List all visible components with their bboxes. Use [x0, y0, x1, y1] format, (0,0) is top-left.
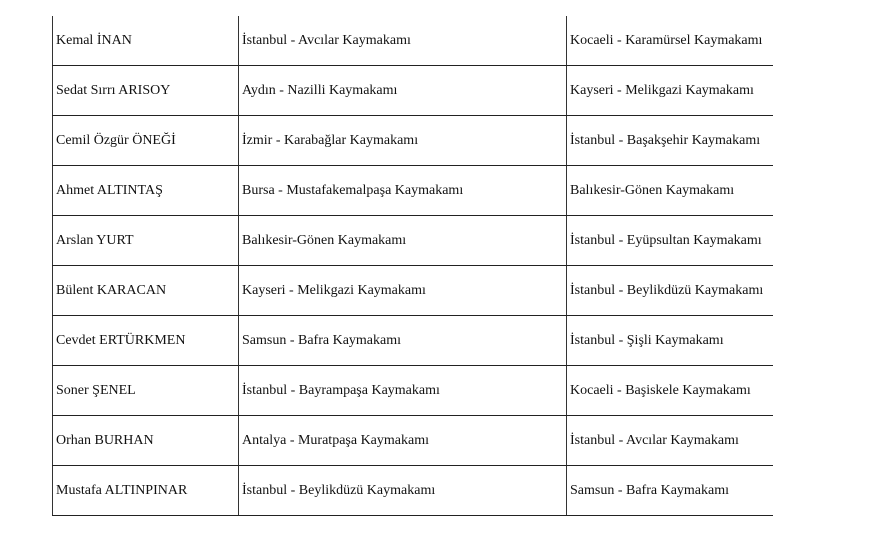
table-row — [53, 216, 773, 266]
name-cell: Cemil Özgür ÖNEĞİ — [53, 116, 239, 166]
name-cell: Ahmet ALTINTAŞ — [53, 166, 239, 216]
name-cell: Bülent KARACAN — [53, 266, 239, 316]
table-row — [53, 466, 773, 516]
name-cell: Sedat Sırrı ARISOY — [53, 66, 239, 116]
current-post-cell: Samsun - Bafra Kaymakamı — [239, 316, 567, 366]
table-row — [53, 266, 773, 316]
current-post-cell: İzmir - Karabağlar Kaymakamı — [239, 116, 567, 166]
new-post-cell: İstanbul - Avcılar Kaymakamı — [567, 416, 773, 466]
name-cell: Arslan YURT — [53, 216, 239, 266]
current-post-cell: Balıkesir-Gönen Kaymakamı — [239, 216, 567, 266]
current-post-cell: Bursa - Mustafakemalpaşa Kaymakamı — [239, 166, 567, 216]
table-row — [53, 316, 773, 366]
new-post-cell: İstanbul - Eyüpsultan Kaymakamı — [567, 216, 773, 266]
table-row — [53, 16, 773, 66]
new-post-cell: Kocaeli - Karamürsel Kaymakamı — [567, 16, 773, 66]
table-row — [53, 116, 773, 166]
current-post-cell: İstanbul - Bayrampaşa Kaymakamı — [239, 366, 567, 416]
new-post-cell: Kocaeli - Başiskele Kaymakamı — [567, 366, 773, 416]
current-post-cell: İstanbul - Beylikdüzü Kaymakamı — [239, 466, 567, 516]
new-post-cell: İstanbul - Başakşehir Kaymakamı — [567, 116, 773, 166]
name-cell: Orhan BURHAN — [53, 416, 239, 466]
new-post-cell: İstanbul - Şişli Kaymakamı — [567, 316, 773, 366]
new-post-cell: Samsun - Bafra Kaymakamı — [567, 466, 773, 516]
current-post-cell: İstanbul - Avcılar Kaymakamı — [239, 16, 567, 66]
name-cell: Soner ŞENEL — [53, 366, 239, 416]
table-row — [53, 366, 773, 416]
name-cell: Cevdet ERTÜRKMEN — [53, 316, 239, 366]
current-post-cell: Antalya - Muratpaşa Kaymakamı — [239, 416, 567, 466]
current-post-cell: Kayseri - Melikgazi Kaymakamı — [239, 266, 567, 316]
appointment-table-body — [53, 16, 773, 516]
new-post-cell: Balıkesir-Gönen Kaymakamı — [567, 166, 773, 216]
current-post-cell: Aydın - Nazilli Kaymakamı — [239, 66, 567, 116]
table-row — [53, 416, 773, 466]
appointment-table — [52, 16, 773, 516]
new-post-cell: Kayseri - Melikgazi Kaymakamı — [567, 66, 773, 116]
table-row — [53, 66, 773, 116]
new-post-cell: İstanbul - Beylikdüzü Kaymakamı — [567, 266, 773, 316]
name-cell: Mustafa ALTINPINAR — [53, 466, 239, 516]
table-row — [53, 166, 773, 216]
name-cell: Kemal İNAN — [53, 16, 239, 66]
